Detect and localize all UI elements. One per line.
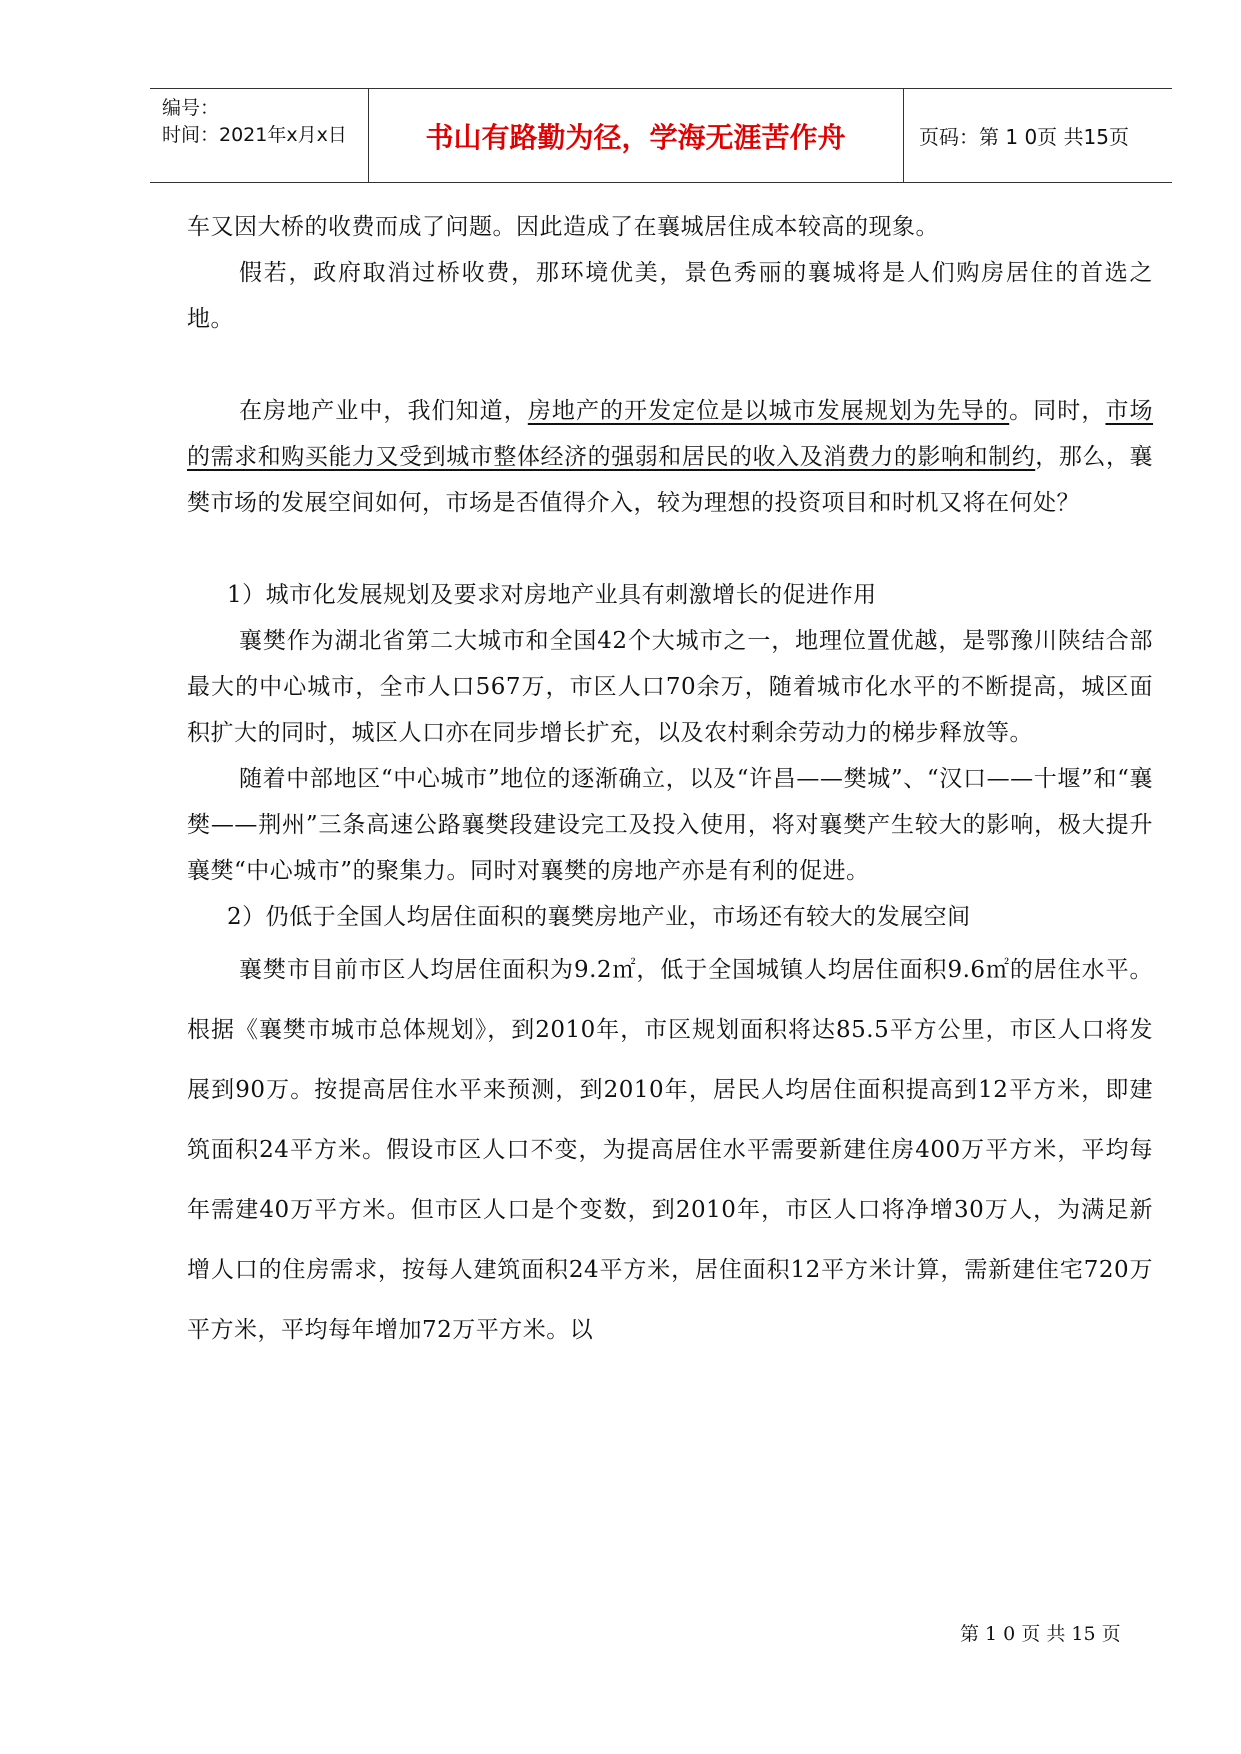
underlined-phrase-1: 房地产的开发定位是以城市发展规划为先导的	[527, 398, 1010, 424]
paragraph-3-part-a: 在房地产业中，我们知道，	[239, 398, 528, 424]
page-footer: 第 1 0 页 共 15 页	[960, 1623, 1121, 1645]
underlined-phrase-2: 市场的需求和购买能力又受到城市整体经济的强弱和居民的收入及消费力的影响和制约	[187, 398, 1154, 470]
paragraph-5: 随着中部地区“中心城市”地位的逐渐确立，以及“许昌——樊城”、“汉口——十堰”和“襄樊——荆州”三条高速公路襄樊段建设完工及投入使用，将对襄樊产生较大的影响，极大提升襄樊“中心城市”的聚集力。同时对襄樊的房地产亦是有利的促进。	[187, 766, 1153, 884]
header-motto: 书山有路勤为径，学海无涯苦作舟	[425, 120, 846, 154]
paragraph-3-part-c: ，那么，襄樊市场的发展空间如何，市场是否值得介入，较为理想的投资项目和时机又将在何处？	[187, 444, 1153, 516]
paragraph-6: 襄樊市目前市区人均居住面积为9.2㎡，低于全国城镇人均居住面积9.6㎡的居住水平。根据《襄樊市城市总体规划》，到2010年，市区规划面积将达85.5平方公里，市区人口将发展到90万。按提高居住水平来预测，到2010年，居民人均居住面积提高到12平方米，即建筑面积24平方米。假设市区人口不变，为提高居住水平需要新建住房400万平方米，平均每年需建40万平方米。但市区人口是个变数，到2010年，市区人口将净增30万人，为满足新增人口的住房需求，按每人建筑面积24平方米，居住面积12平方米计算，需新建住宅720万平方米，平均每年增加72万平方米。以	[187, 957, 1153, 1343]
paragraph-1: 车又因大桥的收费而成了问题。因此造成了在襄城居住成本较高的现象。	[187, 214, 939, 240]
spacer	[187, 526, 1153, 572]
spacer	[187, 342, 1153, 388]
section-heading-2: 2）仍低于全国人均居住面积的襄樊房地产业，市场还有较大的发展空间	[227, 904, 971, 930]
header-time-label: 时间：2021年x月x日	[162, 124, 347, 146]
paragraph-3-part-b: 。同时，	[1009, 398, 1106, 424]
loose-block	[187, 940, 1153, 1360]
page-header	[150, 88, 1172, 183]
paragraph-2: 假若，政府取消过桥收费，那环境优美，景色秀丽的襄城将是人们购房居住的首选之地。	[187, 260, 1153, 332]
paragraph-4: 襄樊作为湖北省第二大城市和全国42个大城市之一，地理位置优越，是鄂豫川陕结合部最大的中心城市，全市人口567万，市区人口70余万，随着城市化水平的不断提高，城区面积扩大的同时，城区人口亦在同步增长扩充，以及农村剩余劳动力的梯步释放等。	[187, 628, 1153, 746]
document-body	[187, 204, 1153, 1360]
section-heading-1: 1）城市化发展规划及要求对房地产业具有刺激增长的促进作用	[227, 582, 877, 608]
paragraph-3	[187, 388, 1153, 526]
header-number-label: 编号：	[162, 97, 220, 119]
header-page-info: 页码：第 1 0页 共15页	[919, 125, 1129, 149]
